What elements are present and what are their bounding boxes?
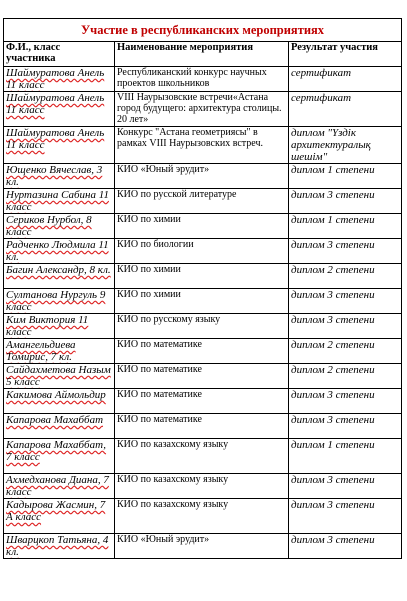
result-cell: сертификат (289, 67, 402, 92)
table-row (4, 264, 402, 289)
result-cell: диплом 3 степени (289, 389, 402, 414)
participant-cell: Шаймуратова Анель 11 класс (4, 67, 115, 92)
participant-cell: Багин Александр, 8 кл. (4, 264, 115, 289)
result-cell: диплом 3 степени (289, 499, 402, 534)
result-cell: диплом 2 степени (289, 264, 402, 289)
table-row (4, 364, 402, 389)
result-cell: диплом 1 степени (289, 164, 402, 189)
header-row (4, 42, 402, 67)
title-row (4, 19, 402, 42)
table-row (4, 499, 402, 534)
participant-cell: Кадырова Жасмин, 7 А класс (4, 499, 115, 534)
result-cell: диплом 3 степени (289, 414, 402, 439)
event-cell: КИО по математике (115, 389, 289, 414)
table-row (4, 127, 402, 164)
table-row (4, 164, 402, 189)
table-row (4, 474, 402, 499)
table-row (4, 67, 402, 92)
event-cell: КИО «Юный эрудит» (115, 534, 289, 559)
result-cell: диплом 2 степени (289, 364, 402, 389)
participant-cell: Ахмедханова Диана, 7 класс (4, 474, 115, 499)
result-cell: диплом 1 степени (289, 439, 402, 474)
event-cell: КИО по химии (115, 214, 289, 239)
table-row (4, 339, 402, 364)
event-cell: КИО по казахскому языку (115, 499, 289, 534)
event-cell: КИО по математике (115, 414, 289, 439)
participation-table (3, 18, 402, 559)
event-cell: КИО по биологии (115, 239, 289, 264)
table-row (4, 289, 402, 314)
result-cell: диплом 1 степени (289, 214, 402, 239)
result-cell: диплом 3 степени (289, 239, 402, 264)
result-cell: диплом 3 степени (289, 534, 402, 559)
table-row (4, 439, 402, 474)
table-title: Участие в республиканских мероприятиях (4, 19, 402, 42)
participant-cell: Радченко Людмила 11 кл. (4, 239, 115, 264)
table-row (4, 239, 402, 264)
table-row (4, 389, 402, 414)
result-cell: диплом "Үздік архитектуралық шешім" (289, 127, 402, 164)
event-cell: КИО по химии (115, 289, 289, 314)
table-row (4, 92, 402, 127)
event-cell: КИО по русскому языку (115, 314, 289, 339)
table-row (4, 189, 402, 214)
table-row (4, 314, 402, 339)
participant-cell: Шварцкоп Татьяна, 4 кл. (4, 534, 115, 559)
event-cell: Конкурс "Астана геометриясы" в рамках VIII Наурызовских встреч. (115, 127, 289, 164)
table-row (4, 214, 402, 239)
result-cell: сертификат (289, 92, 402, 127)
table-row (4, 414, 402, 439)
participant-cell: Шаймуратова Анель 11 класс (4, 127, 115, 164)
header-result: Результат участия (289, 42, 402, 67)
event-cell: КИО по химии (115, 264, 289, 289)
participant-cell: Какимова Аймольдир (4, 389, 115, 414)
result-cell: диплом 3 степени (289, 289, 402, 314)
event-cell: КИО по математике (115, 339, 289, 364)
event-cell: КИО по казахскому языку (115, 474, 289, 499)
result-cell: диплом 3 степени (289, 474, 402, 499)
participant-cell: Шаймуратова Анель 11 класс (4, 92, 115, 127)
event-cell: КИО по математике (115, 364, 289, 389)
participant-cell: Султанова Нургуль 9 класс (4, 289, 115, 314)
participant-cell: Сайдахметова Назым 5 класс (4, 364, 115, 389)
header-event: Наименование мероприятия (115, 42, 289, 67)
table-row (4, 534, 402, 559)
event-cell: VIII Наурызовские встречи«Астана город будущего: архитектура столицы. 20 лет» (115, 92, 289, 127)
participant-cell: Ющенко Вячеслав, 3 кл. (4, 164, 115, 189)
event-cell: КИО «Юный эрудит» (115, 164, 289, 189)
participant-cell: Капарова Махаббат (4, 414, 115, 439)
result-cell: диплом 3 степени (289, 189, 402, 214)
participant-cell: Сериков Нурбол, 8 класс (4, 214, 115, 239)
participant-cell: Амангельдиева Томирис, 7 кл. (4, 339, 115, 364)
participant-cell: Капарова Махаббат, 7 класс (4, 439, 115, 474)
event-cell: Республиканский конкурс научных проектов школьников (115, 67, 289, 92)
participant-cell: Ким Виктория 11 класс (4, 314, 115, 339)
event-cell: КИО по казахскому языку (115, 439, 289, 474)
participant-cell: Нуртазина Сабина 11 класс (4, 189, 115, 214)
event-cell: КИО по русской литературе (115, 189, 289, 214)
result-cell: диплом 2 степени (289, 339, 402, 364)
header-participant: Ф.И., класс участника (4, 42, 115, 67)
result-cell: диплом 3 степени (289, 314, 402, 339)
